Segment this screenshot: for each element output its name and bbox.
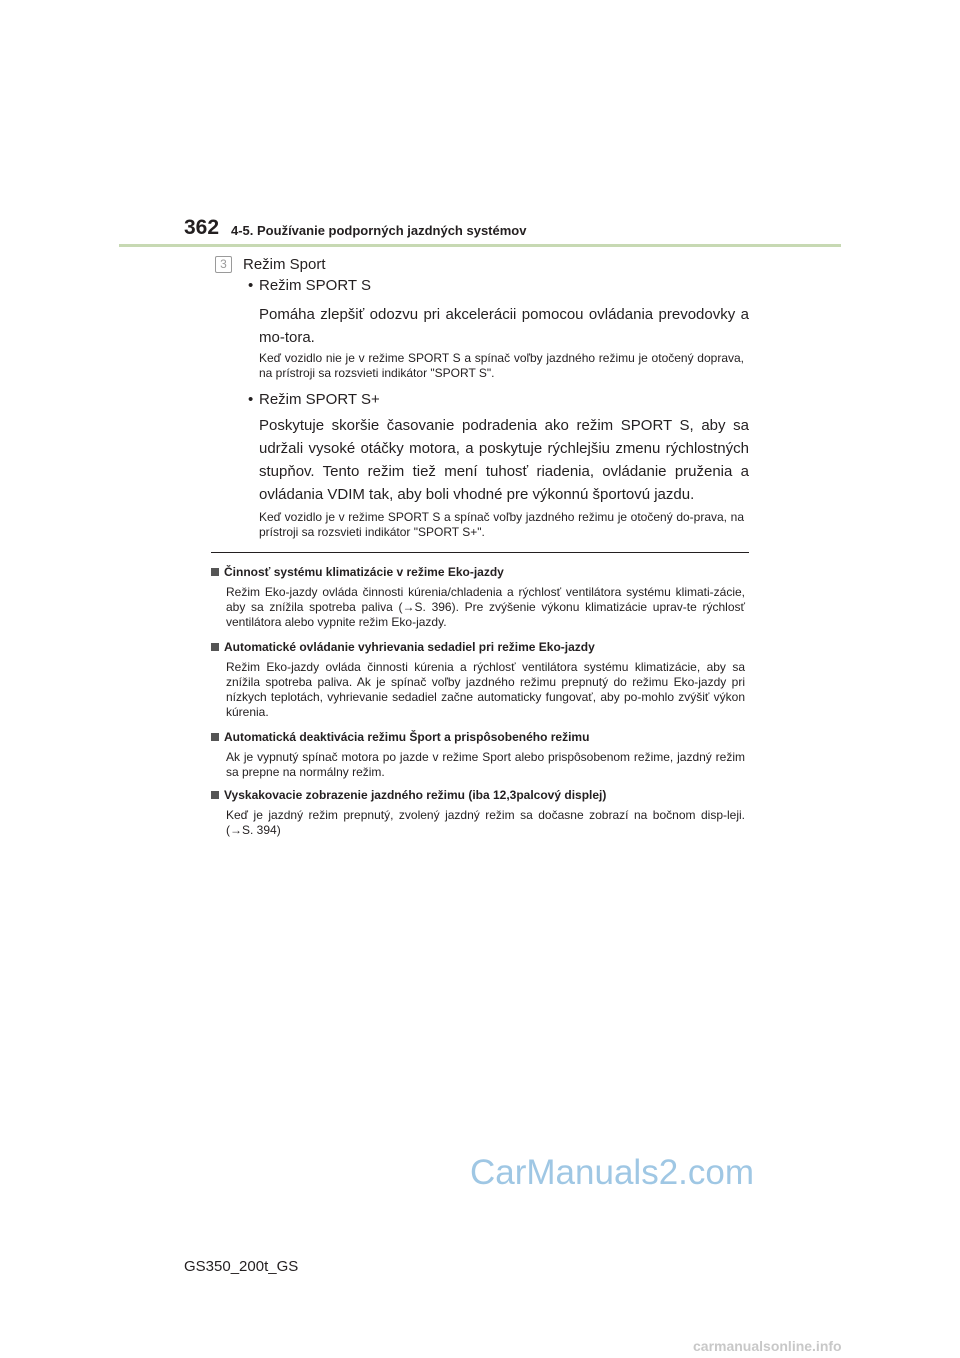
square-bullet-icon xyxy=(211,643,219,651)
section-title: 4-5. Používanie podporných jazdných systémov xyxy=(231,223,527,238)
watermark-logo: CarManuals2.com xyxy=(470,1153,754,1192)
step-title: Režim Sport xyxy=(243,256,326,273)
info-body: Režim Eko-jazdy ovláda činnosti kúrenia/chladenia a rýchlosť ventilátora systému klimati-zácie, aby sa znížila spotreba paliva (→S. 396). Pre zvýšenie výkonu klimatizácie uprav-te rýchlosť ventilátora alebo vypnite režim Eko-jazdy. xyxy=(226,585,745,629)
bullet-body: Poskytuje skoršie časovanie podradenia ako režim SPORT S, aby sa udržali vysoké otáčky motora, a poskytuje rýchlejšiu zmenu rýchlostných stupňov. Tento režim tiež mení tuhosť riadenia, ovládanie pruženia a ovládania VDIM tak, aby boli vhodné pre výkonnú športovú jazdu. xyxy=(259,417,749,503)
site-watermark: carmanualsonline.info xyxy=(693,1338,842,1354)
bullet-note: Keď vozidlo je v režime SPORT S a spínač voľby jazdného režimu je otočený do-prava, na prístroji sa rozsvieti indikátor "SPORT S+". xyxy=(259,510,744,539)
step-number-badge: 3 xyxy=(215,256,232,273)
square-bullet-icon xyxy=(211,733,219,741)
info-heading: Automatická deaktivácia režimu Šport a prispôsobeného režimu xyxy=(211,730,589,744)
page-number: 362 xyxy=(184,216,220,239)
info-body: Režim Eko-jazdy ovláda činnosti kúrenia a rýchlosť ventilátora systému klimatizácie, aby sa znížila spotreba paliva. Ak je spínač voľby jazdného režimu prepnutý do režimu Eko-jazdy pri nízkych teplotách, vyhrievanie sedadiel začne automaticky fungovať, aby po-mohlo zvýšiť výkon kúrenia. xyxy=(226,660,745,719)
square-bullet-icon xyxy=(211,568,219,576)
info-heading: Činnosť systému klimatizácie v režime Eko-jazdy xyxy=(211,565,504,579)
bullet-heading: Režim SPORT S xyxy=(259,277,371,294)
model-code: GS350_200t_GS xyxy=(184,1258,299,1275)
page-header xyxy=(0,0,960,260)
bullet-heading: Režim SPORT S+ xyxy=(259,391,380,408)
bullet-body: Pomáha zlepšiť odozvu pri akcelerácii pomocou ovládania prevodovky a mo-tora. xyxy=(259,306,749,346)
section-divider xyxy=(211,552,749,553)
info-body: Keď je jazdný režim prepnutý, zvolený jazdný režim sa dočasne zobrazí na bočnom disp-leji. (→S. 394) xyxy=(226,808,745,837)
header-rule xyxy=(119,244,841,247)
info-heading: Vyskakovacie zobrazenie jazdného režimu (iba 12,3palcový displej) xyxy=(211,788,606,802)
bullet-note: Keď vozidlo nie je v režime SPORT S a spínač voľby jazdného režimu je otočený doprava, na prístroji sa rozsvieti indikátor "SPORT S". xyxy=(259,351,744,380)
bullet-dot: • xyxy=(248,277,254,294)
info-body: Ak je vypnutý spínač motora po jazde v režime Sport alebo prispôsobenom režime, jazdný režim sa prepne na normálny režim. xyxy=(226,750,745,779)
square-bullet-icon xyxy=(211,791,219,799)
info-heading: Automatické ovládanie vyhrievania sedadiel pri režime Eko-jazdy xyxy=(211,640,595,654)
bullet-dot: • xyxy=(248,391,254,408)
